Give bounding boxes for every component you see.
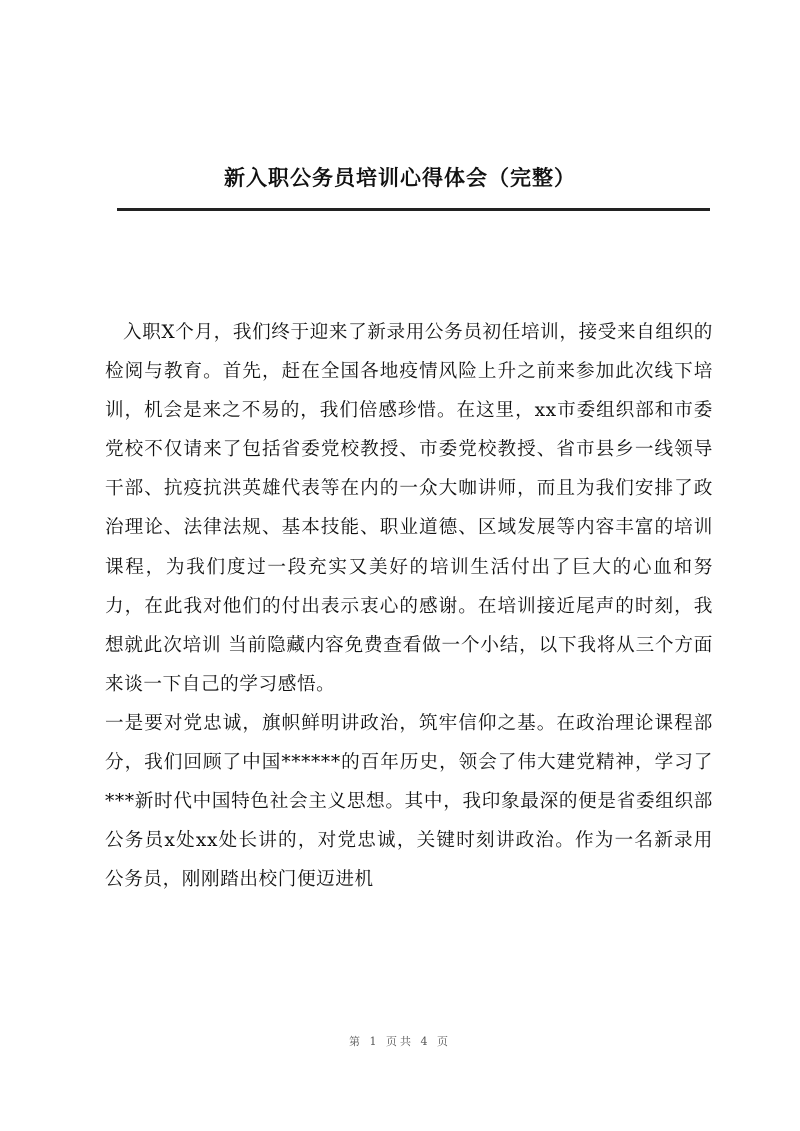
document-title: 新入职公务员培训心得体会（完整） <box>224 166 576 190</box>
paragraph-point-one: 一是要对党忠诚，旗帜鲜明讲政治，筑牢信仰之基。在政治理论课程部分，我们回顾了中国******的百年历史，领会了伟大建党精神，学习了***新时代中国特色社会主义思想。其中，我印象最深的便是省委组织部公务员x处xx处长讲的，对党忠诚，关键时刻讲政治。作为一名新录用公务员，刚刚踏出校门便迈进机 <box>105 712 713 891</box>
paragraph-intro: 入职X个月，我们终于迎来了新录用公务员初任培训，接受来自组织的检阅与教育。首先，赶在全国各地疫情风险上升之前来参加此次线下培训，机会是来之不易的，我们倍感珍惜。在这里，xx市委组织部和市委党校不仅请来了包括省委党校教授、市委党校教授、省市县乡一线领导干部、抗疫抗洪英雄代表等在内的一众大咖讲师，而且为我们安排了政治理论、法律法规、基本技能、职业道德、区域发展等内容丰富的培训课程，为我们度过一段充实又美好的培训生活付出了巨大的心血和努力，在此我对他们的付出表示衷心的感谢。在培训接近尾声的时刻，我想就此次培训 当前隐藏内容免费查看做一个小结，以下我将从三个方面来谈一下自己的学习感悟。 <box>105 322 713 695</box>
page-number-footer: 第 1 页共 4 页 <box>349 1035 451 1048</box>
title-underline <box>117 208 710 211</box>
document-body <box>105 313 713 899</box>
